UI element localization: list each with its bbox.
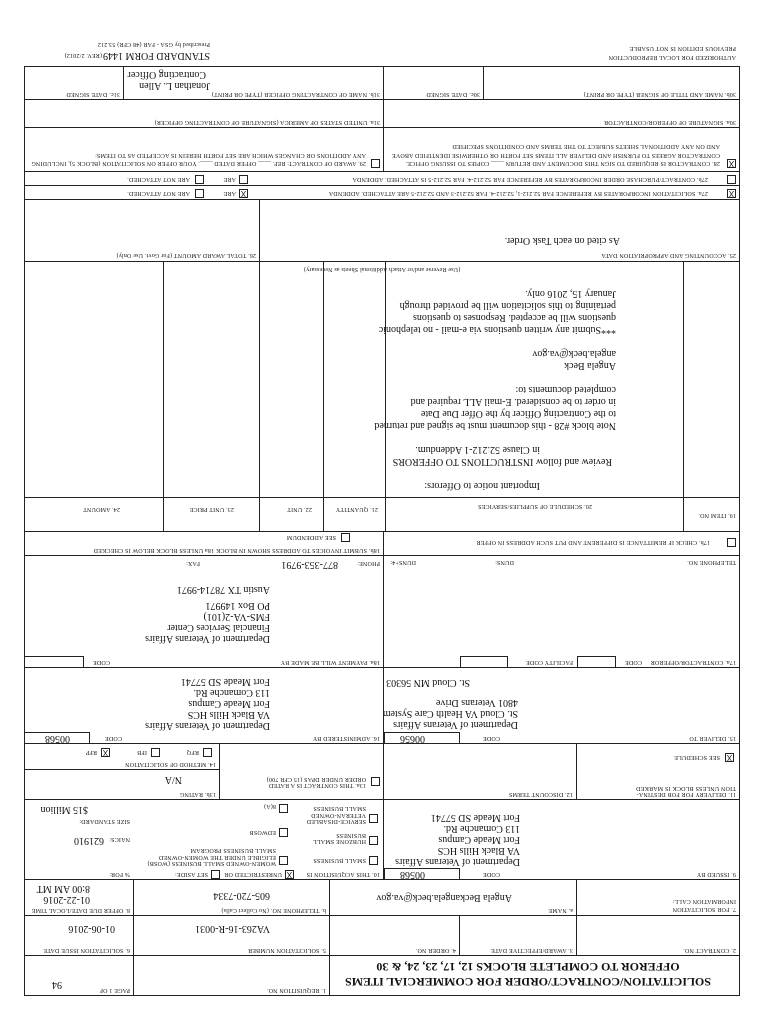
name-value: Angela Beck xyxy=(460,892,512,903)
discount-terms-label: 12. DISCOUNT TERMS xyxy=(508,791,573,797)
due-date-value: 01-22-2016 xyxy=(43,894,90,905)
issuer-line-5: Fort Meade SD 57741 xyxy=(430,812,520,823)
form-subtitle: OFFEROR TO COMPLETE BLOCKS 12, 17, 23, 24, & 30 xyxy=(376,960,680,974)
c27b-are-not-label: ARE NOT ATTACHED. xyxy=(127,176,190,182)
c27b-are-checkbox[interactable] xyxy=(239,175,248,184)
facility-code-label: FACILITY CODE xyxy=(525,659,573,665)
schedule-line: in Clause 52.212-1 Addendum. xyxy=(415,444,540,455)
rfq-label: RFQ xyxy=(186,749,199,755)
schedule-line: in order to be considered. E-mail ALL required and xyxy=(410,396,616,407)
solicitation-no-value: VA263-16-R-0031 xyxy=(195,923,270,934)
due-time-value: 8:00 AM MT xyxy=(36,883,90,894)
officer-title: Contracting Officer xyxy=(127,69,206,80)
schedule-line: completed documents to: xyxy=(515,384,616,395)
admin-line-1: Department of Veterans Affairs xyxy=(145,720,270,731)
deliver-to-label: 15. DELIVER TO xyxy=(689,735,736,741)
sig-30a-label: 30a. SIGNATURE OF OFFEROR/CONTRACTOR xyxy=(603,119,736,125)
clause-27b: 27b. CONTRACT/PURCHASE ORDER INCORPORATES BY REFERENCE FAR 52.212-4. FAR 52.212-5 IS ATTACHED. ADDENDA xyxy=(352,176,708,182)
deliver-to-code-label: CODE xyxy=(482,735,500,741)
requisition-label: 1. REQUISITION NO. xyxy=(266,987,326,993)
footer-revision: (REV. 2/2012) xyxy=(64,52,102,58)
schedule-line: ***Submit any written questions via e-mail - no telephonic xyxy=(378,324,616,335)
footer-form-name: STANDARD FORM 1449 xyxy=(103,50,210,61)
size-standard-value: $15 Million xyxy=(40,804,88,815)
payment-line-1: Department of Veterans Affairs xyxy=(145,633,270,644)
phone-label: b. TELEPHONE NO. (No Collect Calls) xyxy=(221,907,326,913)
schedule-line: to the Contracting Officer by the Offer Due Date xyxy=(420,408,616,419)
c27a-are-not-label: ARE NOT ATTACHED. xyxy=(127,190,190,196)
issued-by-code-label: CODE xyxy=(482,871,500,877)
sig-31c-label: 31c. DATE SIGNED xyxy=(66,91,120,97)
issuer-line-4: 113 Comanche Rd. xyxy=(443,823,520,834)
footer-authorized: AUTHORIZED FOR LOCAL REPRODUCTION xyxy=(608,54,736,60)
administered-by-label: 16. ADMINISTERED BY xyxy=(312,735,380,741)
sig-30c-label: 30c. DATE SIGNED xyxy=(426,91,480,97)
ifb-label: IFB xyxy=(137,749,147,755)
delivery-label: 11. DELIVERY FOR FOB DESTINA- TION UNLESS BLOCK IS MARKED xyxy=(635,784,736,797)
officer-name: Jonathan L. Allen xyxy=(139,80,210,91)
item-no-label: 19. ITEM NO. xyxy=(698,512,736,518)
schedule-line: Angela Beck xyxy=(564,360,616,371)
admin-line-2: VA Black Hills HCS xyxy=(187,709,270,720)
c28-checkbox[interactable]: X xyxy=(728,159,735,168)
rated-order-label: 13a. THIS CONTRACT IS A RATED ORDER UNDER DPAS (15 CFR 700) xyxy=(266,775,366,788)
supplies-label: 20. SCHEDULE OF SUPPLIES/SERVICES xyxy=(477,503,593,509)
clause-28: 28. CONTRACTOR IS REQUIRED TO SIGN THIS DOCUMENT AND RETURN ____ COPIES TO ISSUING OFFICE. CONTRACTOR AGREES TO FURNISH AND DELIVER ALL ITEMS SET FORTH OR OTHERWISE IDENTIFIED ABOVE AND ON ANY ADDITIONAL SHEETS SUBJECT TO THE TERMS AND CONDITIONS SPECIFIED xyxy=(391,143,720,166)
deliver-line-2: St. Cloud VA Health Care System xyxy=(382,708,518,719)
name-label: a. NAME xyxy=(548,907,573,913)
contractor-code-label: CODE xyxy=(624,659,642,665)
acquisition-label: 10. THIS ACQUISITION IS xyxy=(306,871,380,877)
wosb-label: WOMEN-OWNED SMALL BUSINESS (WOSB) ELIGIBLE UNDER THE WOMEN-OWNED SMALL BUSINESS PROGRAM xyxy=(147,847,276,866)
see-addendum-label: SEE ADDENDUM xyxy=(286,534,336,540)
email-value: angela.beck@va.gov xyxy=(376,892,460,903)
clause-29: 29. AWARD OF CONTRACT: REF. ____ OFFER DATED ____. YOUR OFFER ON SOLICITATION (BLOCK 5), INCLUDING ANY ADDITIONS OR CHANGES WHICH ARE SET FORTH HEREIN IS ACCEPTED AS TO ITEMS: xyxy=(31,151,366,166)
rating-value: N/A xyxy=(164,774,182,785)
small-business-checkbox[interactable] xyxy=(369,856,378,865)
contractor-label: 17a. CONTRACTOR/OFFEROR xyxy=(650,659,736,665)
issue-date-value: 01-06-2016 xyxy=(68,923,115,934)
edwosb-checkbox[interactable] xyxy=(279,828,288,837)
duns-label: DUNS: xyxy=(494,559,514,565)
set-aside-checkbox[interactable] xyxy=(211,870,220,879)
sig-30b-label: 30b. NAME AND TITLE OF SIGNER (TYPE OR PRINT) xyxy=(583,91,736,97)
phone-value: 605-720-7334 xyxy=(213,890,270,901)
schedule-line: Important notice to Offerors: xyxy=(424,480,540,491)
payment-line-3: FMS-VA-2(101) xyxy=(203,611,270,622)
telephone-label: TELEPHONE NO. xyxy=(687,559,736,565)
admin-line-3: Fort Meade Campus xyxy=(188,698,270,709)
small-business-label: SMALL BUSINESS xyxy=(313,857,366,863)
naics-label: NAICS: xyxy=(109,836,130,842)
issuer-line-1: Department of Veterans Affairs xyxy=(395,856,520,867)
naics-value: 621910 xyxy=(74,835,104,846)
payment-line-4: PO Box 149971 xyxy=(205,600,270,611)
quantity-label: 21. QUANTITY xyxy=(335,506,378,512)
schedule-line: Note block #28 - this document must be signed and returned xyxy=(374,420,616,431)
solicitation-no-label: 5. SOLICITATION NUMBER xyxy=(247,947,326,953)
issued-by-code: 00568 xyxy=(400,869,425,880)
clause-27a: 27a. SOLICITATION INCORPORATES BY REFERENCE FAR 52.212-1, 52.212-4. FAR 52.212-3 AND 52.212-5 ARE ATTACHED. ADDENDA xyxy=(328,190,708,196)
contract-no-label: 2. CONTRACT NO. xyxy=(683,947,736,953)
eight-a-label: 8(A) xyxy=(263,803,276,809)
rated-order-checkbox[interactable] xyxy=(371,777,380,786)
issue-date-label: 6. SOLICITATION ISSUE DATE xyxy=(43,947,130,953)
schedule-line: January 15, 2016 only. xyxy=(525,288,616,299)
sig-31b-label: 31b. NAME OF CONTRACTING OFFICER (TYPE OR PRINT) xyxy=(211,91,380,97)
accounting-label: 25. ACCOUNTING AND APPROPRIATION DATA xyxy=(601,252,736,258)
see-schedule-label: SEE SCHEDULE xyxy=(674,754,720,760)
set-aside-label: SET ASIDE: xyxy=(174,871,208,877)
unrestricted-checkbox[interactable]: X xyxy=(286,870,293,879)
payment-phone-value: 877-353-9791 xyxy=(281,559,338,570)
payment-label: 18a. PAYMENT WILL BE MADE BY xyxy=(280,659,380,665)
method-label: 14. METHOD OF SOLICITATION xyxy=(124,761,216,767)
form-title: SOLICITATION/CONTRACT/ORDER FOR COMMERCIAL ITEMS xyxy=(345,975,711,989)
sdvosb-checkbox[interactable] xyxy=(369,814,378,823)
deliver-line-1: Department of Veterans Affairs xyxy=(393,719,518,730)
admin-code-label: CODE xyxy=(104,735,122,741)
admin-line-4: 113 Comanche Rd. xyxy=(193,687,270,698)
accounting-value: As cited on each Task Order. xyxy=(504,235,620,246)
reverse-note: (Use Reverse and/or Attach Additional Sheets as Necessary) xyxy=(303,266,461,272)
amount-label: 24. AMOUNT xyxy=(82,506,120,512)
admin-line-5: Fort Meade SD 57741 xyxy=(180,676,270,687)
see-schedule-checkbox[interactable]: X xyxy=(726,753,733,762)
wosb-checkbox[interactable] xyxy=(279,856,288,865)
invoice-label: 18b. SUBMIT INVOICES TO ADDRESS SHOWN IN BLOCK 18a UNLESS BLOCK BELOW IS CHECKED xyxy=(93,547,380,553)
info-call-label-1: 7. FOR SOLICITATION xyxy=(672,906,736,912)
schedule-line: Review and follow INSTRUCTIONS TO OFFERORS xyxy=(392,456,612,467)
rfq-checkbox[interactable] xyxy=(203,748,212,757)
hubzone-checkbox[interactable] xyxy=(369,836,378,845)
c29-checkbox[interactable] xyxy=(371,159,380,168)
schedule-line: pertaining to this solicitation will be provided through xyxy=(399,300,616,311)
issuer-line-3: Fort Meade Campus xyxy=(438,834,520,845)
due-date-label: 8. OFFER DUE DATE/LOCAL TIME xyxy=(31,907,130,913)
deliver-line-3: 4801 Veterans Drive xyxy=(435,697,518,708)
c27b-addenda-checkbox[interactable] xyxy=(727,175,736,184)
order-no-label: 4. ORDER NO. xyxy=(415,947,456,953)
c27b-are-label: ARE xyxy=(223,176,236,182)
c27a-addenda-checkbox[interactable]: X xyxy=(728,189,735,198)
unit-label: 22. UNIT xyxy=(287,506,312,512)
eight-a-checkbox[interactable] xyxy=(279,804,288,813)
issuer-line-2: VA Black Hills HCS xyxy=(437,845,520,856)
award-date-label: 3. AWARD/EFFECTIVE DATE xyxy=(491,947,573,953)
remittance-checkbox[interactable] xyxy=(727,538,736,547)
rating-label: 13b. RATING xyxy=(179,791,216,797)
duns4-label: DUNS+4: xyxy=(390,559,416,565)
footer-prescribed: Prescribed by GSA - FAR (48 CFR) 53.212 xyxy=(97,41,210,47)
page-total: 94 xyxy=(52,979,62,990)
pct-for-label: % FOR: xyxy=(108,871,130,877)
sig-31a-label: 31a. UNITED STATES OF AMERICA (SIGNATURE OF CONTRACTING OFFICER) xyxy=(154,119,380,125)
see-addendum-checkbox[interactable] xyxy=(341,533,350,542)
unrestricted-label: UNRESTRICTED OR xyxy=(224,871,282,877)
c27b-are-not-checkbox[interactable] xyxy=(195,175,204,184)
sdvosb-label: SERVICE-DISABLED VETERAN-OWNED SMALL BUSINESS xyxy=(306,805,366,824)
info-call-label-2: INFORMATION CALL: xyxy=(672,898,736,904)
schedule-line: angela.beck@va.gov xyxy=(532,348,616,359)
ifb-checkbox[interactable] xyxy=(151,748,160,757)
admin-code: 00568 xyxy=(45,733,70,744)
page-label: PAGE 1 OF xyxy=(99,987,130,993)
size-standard-label: SIZE STANDARD: xyxy=(79,818,130,824)
edwosb-label: EDWOSB xyxy=(249,829,276,835)
c27a-are-checkbox[interactable]: X xyxy=(240,189,247,198)
rfp-label: RFP xyxy=(85,749,97,755)
payment-phone-label: PHONE: xyxy=(357,560,380,566)
schedule-line: questions will be accepted. Responses to questions xyxy=(412,312,616,323)
remittance-label: 17b. CHECK IF REMITTANCE IS DIFFERENT AND PUT SUCH ADDRESS IN OFFER xyxy=(476,539,710,545)
c27a-are-not-checkbox[interactable] xyxy=(195,189,204,198)
payment-fax-label: FAX: xyxy=(185,560,200,566)
footer-previous: PREVIOUS EDITION IS NOT USABLE xyxy=(629,45,736,51)
unit-price-label: 23. UNIT PRICE xyxy=(189,506,234,512)
payment-line-2: Financial Services Center xyxy=(167,622,270,633)
total-award-label: 26. TOTAL AWARD AMOUNT (For Govt. Use Only) xyxy=(116,252,256,258)
hubzone-label: HUBZONE SMALL BUSINESS xyxy=(313,831,366,844)
c27a-are-label: ARE xyxy=(223,190,236,196)
deliver-line-4: St. Cloud MN 56303 xyxy=(386,677,470,688)
issued-by-label: 9. ISSUED BY xyxy=(696,871,736,877)
deliver-to-code: 00656 xyxy=(400,733,425,744)
payment-line-5: Austin TX 78714-9971 xyxy=(176,584,270,595)
payment-code-label: CODE xyxy=(92,659,110,665)
rfp-checkbox[interactable]: X xyxy=(102,748,109,757)
